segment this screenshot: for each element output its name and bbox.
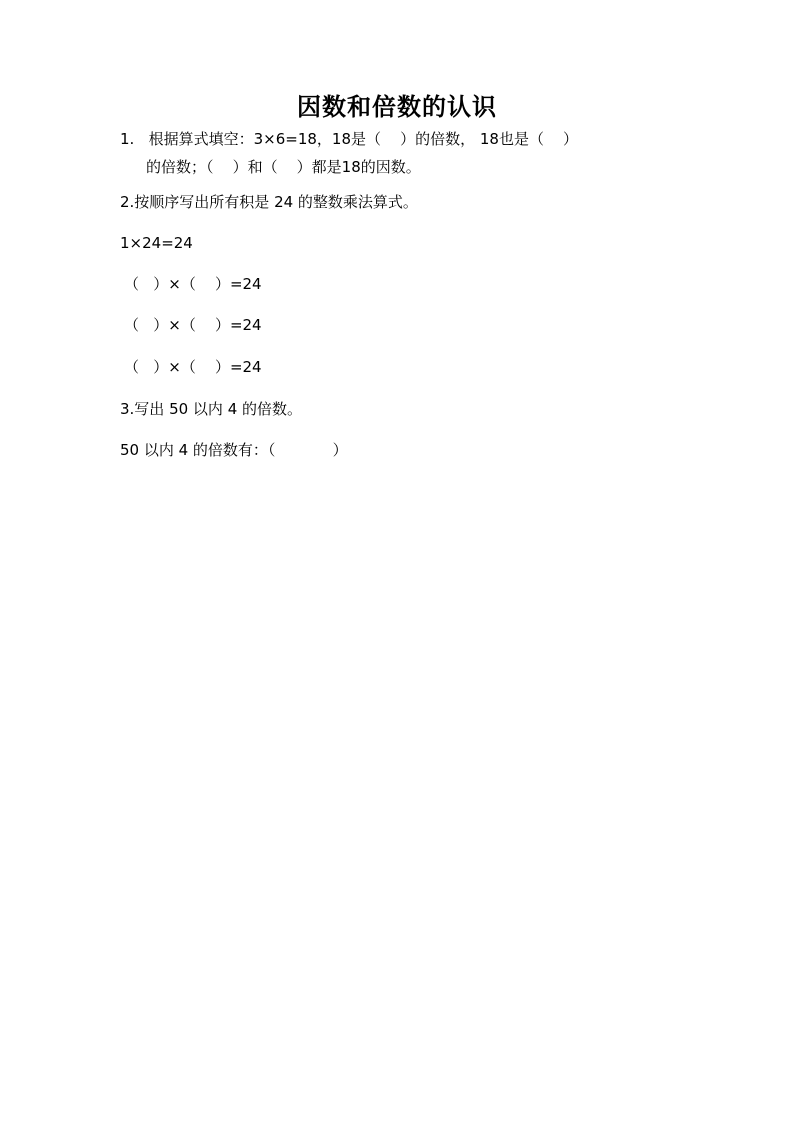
page-title: 因数和倍数的认识: [297, 92, 497, 121]
question-2-prompt: 2.按顺序写出所有积是 24 的整数乘法算式。: [120, 193, 418, 211]
question-3-answer-line: 50 以内 4 的倍数有：（ ）: [120, 441, 348, 459]
question-2-blank-3: （ ）×（ ）=24: [124, 358, 262, 376]
question-1-line-1: 1. 根据算式填空：3×6=18，18是（ ）的倍数， 18也是（ ）: [120, 130, 579, 148]
question-2-example: 1×24=24: [120, 234, 193, 252]
question-2-blank-1: （ ）×（ ）=24: [124, 275, 262, 293]
question-2-blank-2: （ ）×（ ）=24: [124, 316, 262, 334]
question-3-prompt: 3.写出 50 以内 4 的倍数。: [120, 400, 303, 418]
question-1-line-2: 的倍数；（ ）和（ ）都是18的因数。: [146, 158, 421, 176]
